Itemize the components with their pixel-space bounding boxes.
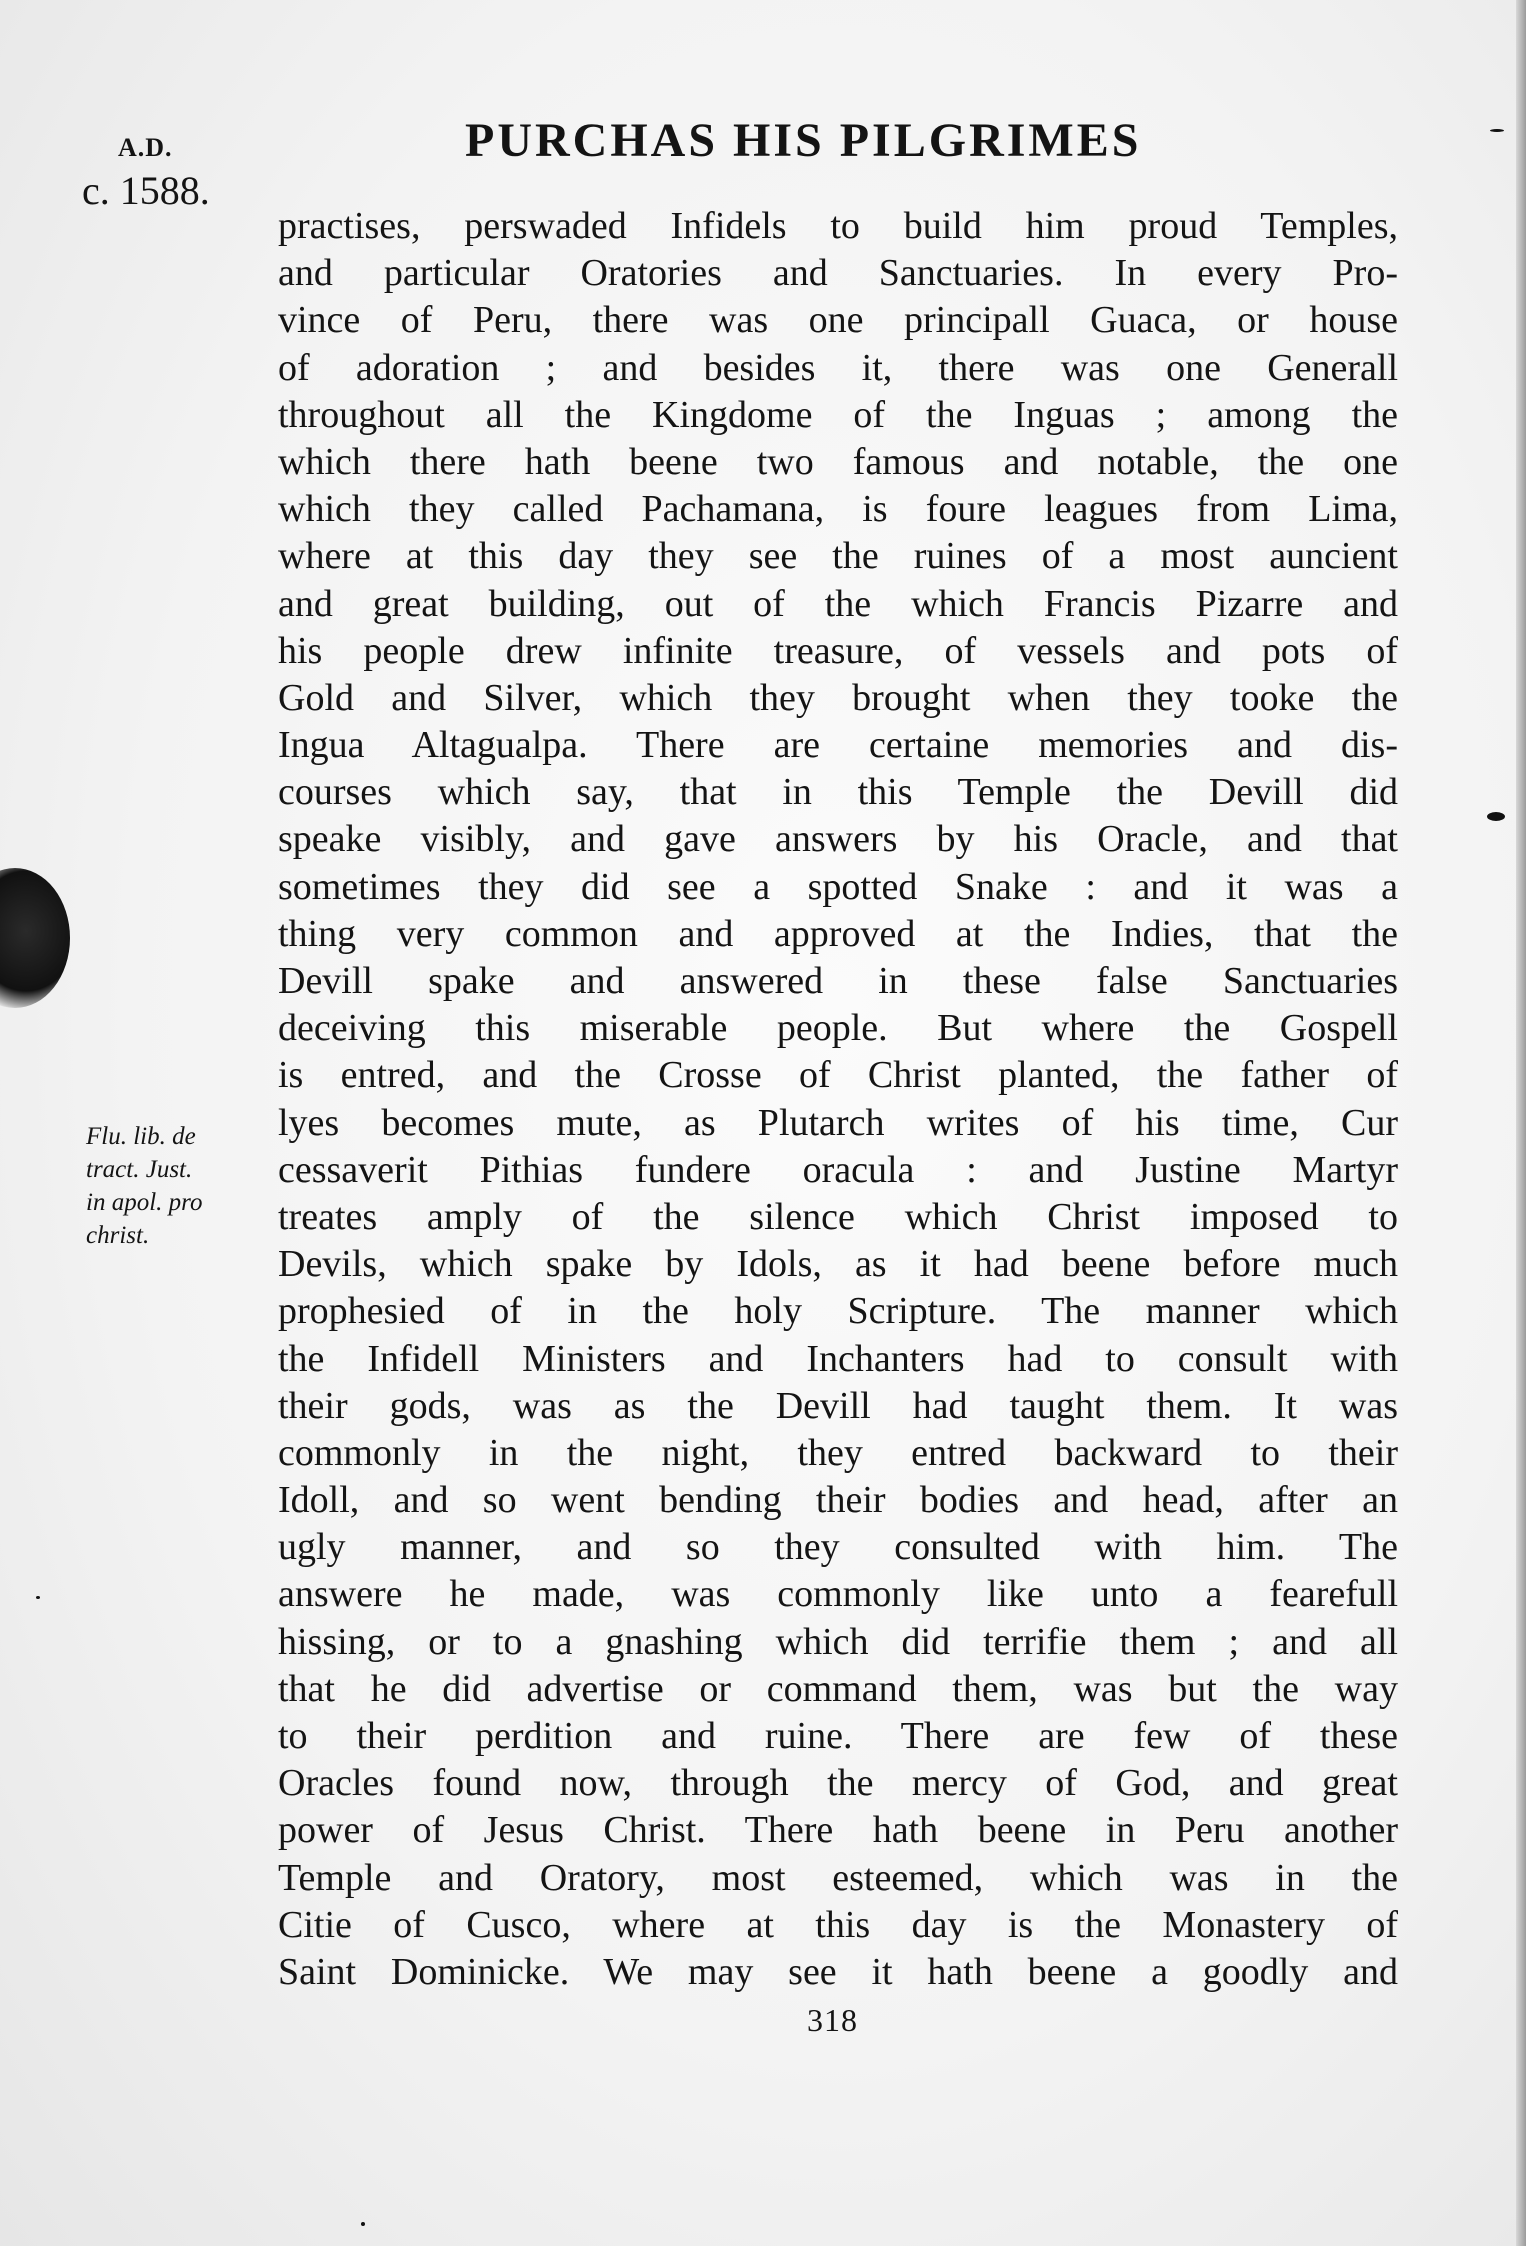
text-line: thing very common and approved at the Indies, that the	[278, 912, 1398, 955]
text-line: that he did advertise or command them, was but the way	[278, 1667, 1398, 1710]
text-line: where at this day they see the ruines of a most auncient	[278, 535, 1398, 578]
text-line: answere he made, was commonly like unto a fearefull	[278, 1573, 1398, 1616]
text-line: Devils, which spake by Idols, as it had beene before much	[278, 1243, 1398, 1286]
ink-speck	[1490, 129, 1504, 132]
page-edge-shadow	[1516, 0, 1526, 2246]
text-line: Devill spake and answered in these false Sanctuaries	[278, 960, 1398, 1002]
text-line: Ingua Altagualpa. There are certaine memories and dis-	[278, 724, 1398, 767]
ink-speck	[361, 2222, 365, 2226]
text-line: power of Jesus Christ. There hath beene in Peru another	[278, 1809, 1398, 1852]
text-line: vince of Peru, there was one principall Guaca, or house	[278, 299, 1398, 342]
ink-speck	[1487, 812, 1505, 821]
text-line: prophesied of in the holy Scripture. The manner which	[278, 1290, 1398, 1333]
text-line: the Infidell Ministers and Inchanters had to consult with	[278, 1337, 1398, 1380]
text-line: which there hath beene two famous and notable, the one	[278, 440, 1398, 483]
text-line: Citie of Cusco, where at this day is the Monastery of	[278, 1903, 1398, 1946]
page-number: 318	[807, 2002, 858, 2038]
text-line: which they called Pachamana, is foure leagues from Lima,	[278, 488, 1398, 531]
sidenote-line: in apol. pro	[86, 1189, 203, 1216]
sidenote-line: tract. Just.	[86, 1156, 193, 1183]
text-line: commonly in the night, they entred backward to their	[278, 1431, 1398, 1474]
text-line: and great building, out of the which Francis Pizarre and	[278, 582, 1398, 625]
text-line: deceiving this miserable people. But where the Gospell	[278, 1007, 1398, 1050]
text-line: treates amply of the silence which Christ imposed to	[278, 1195, 1398, 1238]
text-line: throughout all the Kingdome of the Inguas ; among the	[278, 393, 1398, 436]
text-line: Gold and Silver, which they brought when they tooke the	[278, 676, 1398, 719]
text-line: ugly manner, and so they consulted with him. The	[278, 1526, 1398, 1569]
margin-sidenote	[86, 1120, 202, 1252]
text-line: Idoll, and so went bending their bodies and head, after an	[278, 1479, 1398, 1522]
text-line: their gods, was as the Devill had taught them. It was	[278, 1384, 1398, 1427]
text-line: practises, perswaded Infidels to build him proud Temples,	[278, 205, 1398, 247]
running-head: PURCHAS HIS PILGRIMES	[465, 114, 1142, 167]
text-line: speake visibly, and gave answers by his Oracle, and that	[278, 818, 1398, 861]
text-line: cessaverit Pithias fundere oracula : and Justine Martyr	[278, 1148, 1398, 1191]
margin-date-year: c. 1588.	[82, 168, 210, 213]
text-line: hissing, or to a gnashing which did terrifie them ; and all	[278, 1620, 1398, 1663]
text-line: and particular Oratories and Sanctuaries. In every Pro-	[278, 252, 1398, 295]
margin-date-label: A.D.	[118, 133, 173, 162]
ink-speck	[36, 1596, 40, 1599]
text-line: sometimes they did see a spotted Snake : and it was a	[278, 865, 1398, 908]
text-line: his people drew infinite treasure, of vessels and pots of	[278, 629, 1398, 672]
sidenote-line: christ.	[86, 1222, 150, 1249]
text-line: of adoration ; and besides it, there was one Generall	[278, 346, 1398, 389]
body-text	[278, 203, 1398, 1996]
sidenote-line: Flu. lib. de	[86, 1123, 196, 1150]
thumb-shadow	[0, 868, 70, 1008]
text-line: courses which say, that in this Temple the Devill did	[278, 771, 1398, 814]
text-line: lyes becomes mute, as Plutarch writes of his time, Cur	[278, 1101, 1398, 1144]
text-line: to their perdition and ruine. There are few of these	[278, 1715, 1398, 1757]
text-line: Saint Dominicke. We may see it hath beene a goodly and	[278, 1950, 1398, 1993]
text-line: Temple and Oratory, most esteemed, which was in the	[278, 1856, 1398, 1899]
text-line: Oracles found now, through the mercy of God, and great	[278, 1762, 1398, 1805]
text-line: is entred, and the Crosse of Christ planted, the father of	[278, 1054, 1398, 1097]
